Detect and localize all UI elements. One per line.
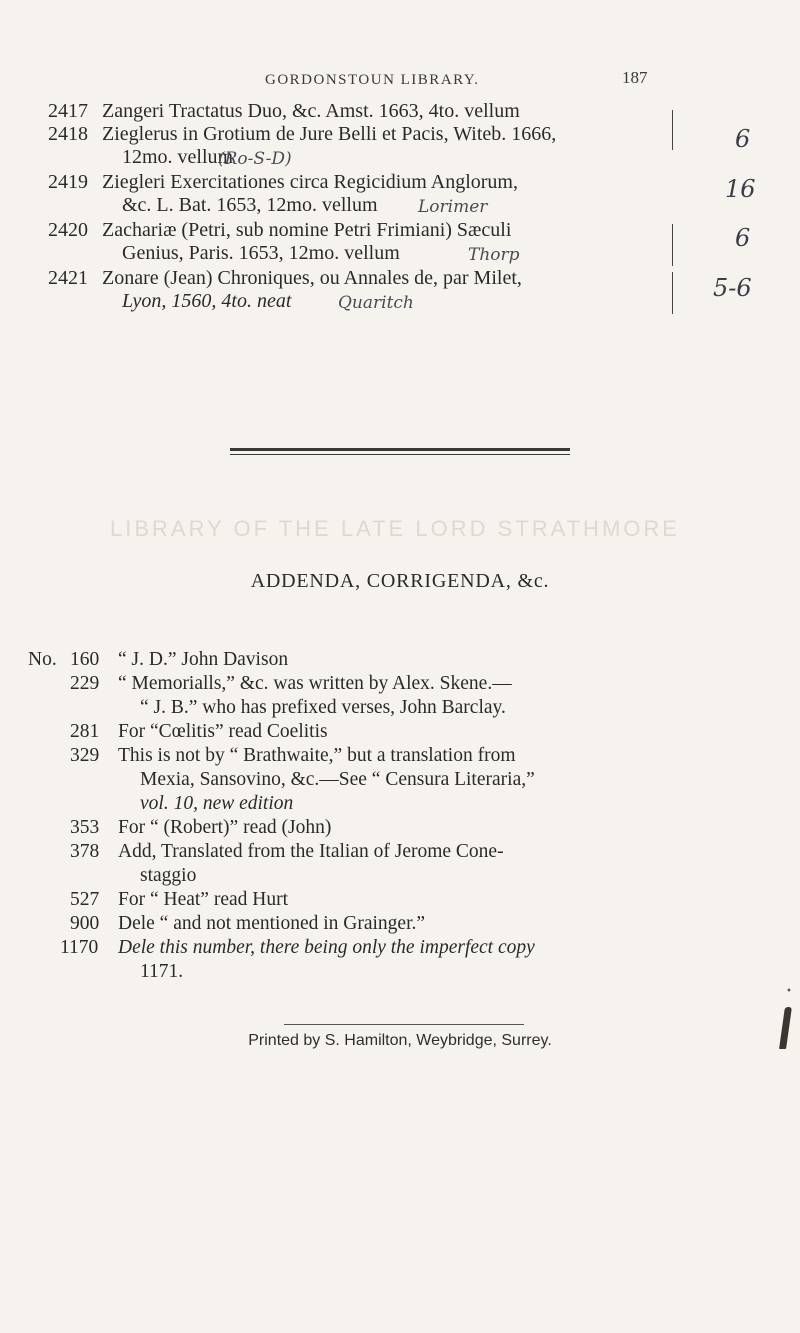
entry-text: Zonare (Jean) Chroniques, ou Annales de, par Milet,	[102, 267, 522, 289]
bracket-2420	[666, 224, 673, 266]
item-number: 329	[70, 745, 100, 766]
item-text: Dele this number, there being only the imperfect copy	[118, 937, 535, 958]
page-header	[0, 68, 800, 92]
no-label: No.	[28, 649, 57, 670]
item-text-continued: Mexia, Sansovino, &c.—See “ Censura Literaria,”	[140, 769, 535, 790]
item-number: 527	[70, 889, 100, 910]
entry-number: 2419	[48, 171, 88, 193]
item-number: 281	[70, 721, 100, 742]
item-number: 900	[70, 913, 100, 934]
entry-text: Ziegleri Exercitationes circa Regicidium Anglorum,	[102, 171, 518, 193]
entry-text-continued: Lyon, 1560, 4to. neat	[122, 290, 292, 312]
item-text: For “Cœlitis” read Coelitis	[118, 721, 328, 742]
entry-text-continued: Genius, Paris. 1653, 12mo. vellum	[122, 242, 400, 264]
entry-number: 2418	[48, 123, 88, 145]
printer-imprint: Printed by S. Hamilton, Weybridge, Surrey.	[248, 1032, 552, 1049]
item-number: 378	[70, 841, 100, 862]
item-text: Add, Translated from the Italian of Jerome Cone-	[118, 841, 504, 862]
entry-number: 2417	[48, 100, 88, 122]
item-text: “ J. D.” John Davison	[118, 649, 289, 670]
handwritten-annotation: Lorimer	[418, 197, 488, 217]
item-text-continued: vol. 10, new edition	[140, 793, 294, 814]
price-mark: 6	[735, 125, 751, 153]
item-text-continued: staggio	[140, 865, 197, 886]
item-text-continued: 1171.	[140, 961, 184, 982]
item-number: 160	[70, 649, 100, 670]
item-text: This is not by “ Brathwaite,” but a translation from	[118, 745, 516, 766]
section-rule-thin	[230, 454, 570, 455]
page-number: 187	[622, 68, 648, 87]
item-number: 229	[70, 673, 100, 694]
bracket-2417-2418	[666, 110, 673, 150]
entry-text: Zachariæ (Petri, sub nomine Petri Frimiani) Sæculi	[102, 219, 512, 241]
handwritten-annotation: (Ro-S-D)	[218, 149, 292, 169]
section-rule-thick	[230, 448, 570, 451]
entry-text-continued: &c. L. Bat. 1653, 12mo. vellum	[122, 194, 378, 216]
entry-text: Zangeri Tractatus Duo, &c. Amst. 1663, 4to. vellum	[102, 100, 520, 122]
item-text: “ Memorialls,” &c. was written by Alex. Skene.—	[118, 673, 512, 694]
bleed-through-text: LIBRARY OF THE LATE LORD STRATHMORE	[110, 516, 680, 541]
handwritten-annotation: Thorp	[468, 245, 520, 265]
price-mark: 6	[735, 224, 751, 252]
price-mark: 16	[725, 175, 756, 203]
item-text: Dele “ and not mentioned in Grainger.”	[118, 913, 426, 934]
addenda-heading: ADDENDA, CORRIGENDA, &c.	[250, 570, 550, 592]
item-number: 1170	[60, 937, 99, 958]
item-number: 353	[70, 817, 100, 838]
item-text: For “ (Robert)” read (John)	[118, 817, 332, 838]
handwritten-annotation: Quaritch	[338, 293, 414, 313]
item-text-continued: “ J. B.” who has prefixed verses, John Barclay.	[140, 697, 506, 718]
price-mark: 5-6	[713, 274, 752, 302]
bracket-2421	[666, 272, 673, 314]
entry-number: 2421	[48, 267, 88, 289]
footer-rule	[284, 1024, 524, 1025]
item-text: For “ Heat” read Hurt	[118, 889, 289, 910]
running-title: GORDONSTOUN LIBRARY.	[265, 72, 480, 88]
entry-text: Zieglerus in Grotium de Jure Belli et Pacis, Witeb. 1666,	[102, 123, 557, 145]
entry-text-continued: 12mo. vellum	[122, 146, 234, 168]
entry-number: 2420	[48, 219, 88, 241]
margin-mark: •	[786, 986, 792, 997]
